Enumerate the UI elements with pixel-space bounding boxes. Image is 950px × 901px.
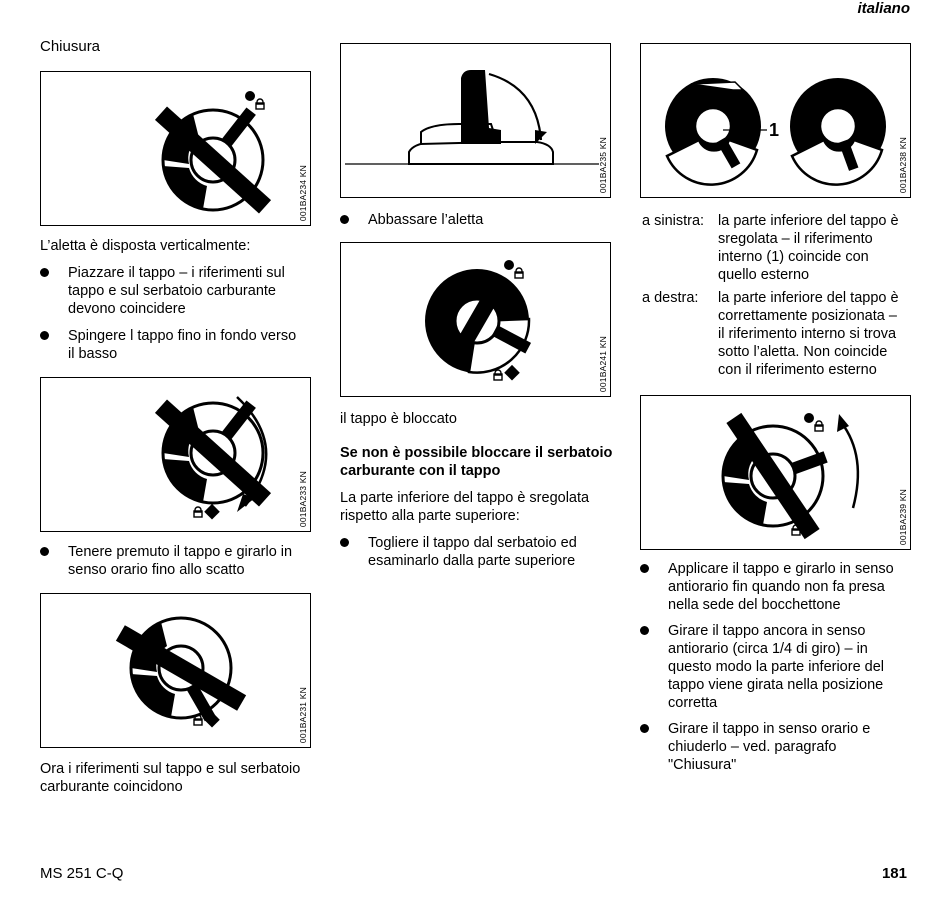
figure-code: 001BA233 KN <box>298 470 308 527</box>
fuel-cap-illustration <box>41 378 312 533</box>
list-item-line: Spingere l tappo fino in fondo verso <box>68 328 297 344</box>
definition-line: correttamente posizionata – <box>718 308 897 324</box>
definition-line: la parte inferiore del tappo è <box>718 290 899 306</box>
list-item-line: questo modo la parte inferiore del <box>668 659 885 675</box>
list-item-line: "Chiusura" <box>668 757 737 773</box>
subheading <box>340 444 630 480</box>
list-item-line: tappo viene girata nella posizione <box>668 677 884 693</box>
list-item-line: tappo e sul serbatoio carburante <box>68 283 276 299</box>
definition-label: a destra: <box>642 290 699 306</box>
fuel-cap-illustration <box>41 594 312 749</box>
bullet-icon <box>640 626 649 635</box>
paragraph-line: carburante coincidono <box>40 779 183 795</box>
list-item-line: antiorario (circa 1/4 di giro) – in <box>668 641 868 657</box>
list-item-line: chiuderlo – ved. paragrafo <box>668 739 837 755</box>
definition-line: quello esterno <box>718 267 810 283</box>
figure-cap-separated <box>340 242 611 397</box>
subheading-line: Se non è possibile bloccare il serbatoio <box>340 445 613 461</box>
paragraph: L’aletta è disposta verticalmente: <box>40 238 251 254</box>
figure-code: 001BA234 KN <box>298 164 308 221</box>
list-item-line: nella sede del bocchettone <box>668 597 841 613</box>
bullet-icon <box>40 268 49 277</box>
list-item <box>640 560 920 616</box>
figure-cap-rotate-clockwise <box>40 377 311 532</box>
fuel-cap-illustration <box>41 72 312 227</box>
definition-line: con il riferimento esterno <box>718 362 877 378</box>
list-item <box>40 543 315 581</box>
list-item <box>640 622 920 714</box>
list-item-line: il basso <box>68 346 118 362</box>
list-item-text: Abbassare l’aletta <box>368 212 484 228</box>
figure-cap-locked <box>40 593 311 748</box>
paragraph: il tappo è bloccato <box>340 411 457 427</box>
fuel-cap-illustration <box>641 396 912 551</box>
bullet-icon <box>640 724 649 733</box>
paragraph-line: rispetto alla parte superiore: <box>340 508 520 524</box>
list-item-line: Togliere il tappo dal serbatoio ed <box>368 535 577 551</box>
bullet-icon <box>340 538 349 547</box>
figure-cap-rotate-counterclockwise <box>640 395 911 550</box>
subheading-line: carburante con il tappo <box>340 463 501 479</box>
figure-lower-tab <box>340 43 611 198</box>
page-number: 181 <box>881 865 907 882</box>
bullet-icon <box>640 564 649 573</box>
definition-line: il riferimento interno si trova <box>718 326 897 342</box>
definition-line: la parte inferiore del tappo è <box>718 213 899 229</box>
list-item <box>40 264 315 320</box>
bullet-icon <box>340 215 349 224</box>
definition-text <box>718 289 918 379</box>
list-item-line: corretta <box>668 695 718 711</box>
list-item-line: senso orario fino allo scatto <box>68 562 245 578</box>
figure-cap-underside-comparison <box>640 43 911 198</box>
language-label: italiano <box>857 0 910 17</box>
bullet-icon <box>40 547 49 556</box>
list-item-line: antiorario fin quando non fa presa <box>668 579 885 595</box>
paragraph-line: Ora i riferimenti sul tappo e sul serbatoio <box>40 761 301 777</box>
list-item <box>40 327 315 365</box>
fuel-cap-illustration <box>341 243 612 398</box>
list-item-line: Girare il tappo in senso orario e <box>668 721 871 737</box>
paragraph-line: La parte inferiore del tappo è sregolata <box>340 490 590 506</box>
fuel-cap-side-view <box>341 44 612 199</box>
list-item-line: devono coincidere <box>68 301 186 317</box>
definition-text <box>718 212 918 284</box>
list-item-line: Piazzare il tappo – i riferimenti sul <box>68 265 285 281</box>
bullet-icon <box>40 331 49 340</box>
definition-line: sotto l’aletta. Non coincide <box>718 344 888 360</box>
list-item-line: Applicare il tappo e girarlo in senso <box>668 561 894 577</box>
figure-code: 001BA241 KN <box>598 335 608 392</box>
footer-model: MS 251 C-Q <box>40 865 124 882</box>
figure-callout-label: 1 <box>769 120 780 140</box>
list-item-line: Girare il tappo ancora in senso <box>668 623 866 639</box>
figure-code: 001BA231 KN <box>298 686 308 743</box>
list-item-line: esaminarlo dalla parte superiore <box>368 553 576 569</box>
figure-code: 001BA235 KN <box>598 136 608 193</box>
definition-label: a sinistra: <box>642 213 705 229</box>
paragraph <box>40 760 320 796</box>
list-item <box>640 720 920 776</box>
figure-cap-aligned <box>40 71 311 226</box>
paragraph <box>340 489 630 525</box>
fuel-cap-underside-illustration <box>641 44 912 199</box>
figure-code: 001BA239 KN <box>898 488 908 545</box>
list-item <box>340 211 620 231</box>
definition-line: interno (1) coincide con <box>718 249 869 265</box>
section-heading: Chiusura <box>40 38 101 55</box>
definition-line: sregolata – il riferimento <box>718 231 873 247</box>
list-item <box>340 534 630 572</box>
list-item-line: Tenere premuto il tappo e girarlo in <box>68 544 293 560</box>
figure-code: 001BA238 KN <box>898 136 908 193</box>
